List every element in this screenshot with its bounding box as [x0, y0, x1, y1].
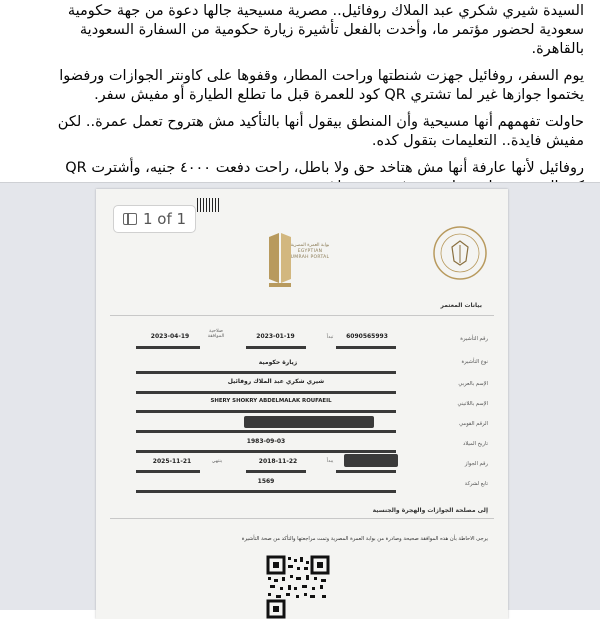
approval-notice: يرجى الاحاطة بأن هذه الموافقة صحيحة وصادرة من بوابة العمرة المصرية وتمت مراجعتها والتأكد من صحة التأشيرة	[241, 536, 488, 542]
label-ends: ينتهي	[211, 459, 223, 464]
label-visa-type: نوع التأشيرة	[461, 359, 488, 365]
ministry-seal-icon	[432, 225, 488, 281]
label-birth-date: تاريخ الميلاد	[463, 441, 488, 447]
label-passport-number: رقم الجواز	[464, 461, 488, 467]
field-underline	[136, 391, 396, 394]
label-visa-number: رقم التأشيرة	[460, 336, 488, 342]
qr-code	[266, 555, 330, 619]
label-from: يبدأ	[326, 459, 334, 464]
post-text	[0, 0, 600, 182]
label-approval-validity: صلاحية الموافقة	[207, 329, 225, 339]
field-underline	[136, 410, 396, 413]
field-underline	[136, 490, 396, 493]
page-indicator[interactable]	[113, 205, 196, 233]
label-starts: تبدأ	[326, 335, 334, 340]
post-image[interactable]	[0, 182, 600, 610]
redacted-national-id	[244, 416, 374, 428]
value-passport-start: 2018-11-22	[258, 458, 298, 465]
portal-name-en-2: UMRAH PORTAL	[290, 255, 330, 260]
field-underline	[136, 470, 200, 473]
value-name-ar: شيري شكري عبد الملاك روفائيل	[227, 378, 325, 385]
barcode	[197, 198, 219, 212]
value-passport-end: 2025-11-21	[152, 458, 192, 465]
portal-name	[282, 243, 338, 261]
value-name-en: SHERY SHOKRY ABDELMALAK ROUFAEIL	[210, 398, 332, 404]
section-title: بيانات المعتمر	[440, 302, 482, 309]
value-visa-start: 2023-01-19	[256, 333, 295, 340]
value-approval-end: 2023-04-19	[150, 333, 190, 340]
post-paragraph: حاولت تفهمهم أنها مسيحية وأن المنطق بيقول أنها بالتأكيد مش هتروح تعمل عمرة.. لكن مفيش فايدة.. التعليمات بتقول كده.	[57, 114, 584, 149]
field-underline	[136, 430, 396, 433]
post-paragraph: السيدة شيري شكري عبد الملاك روفائيل.. مصرية مسيحية جالها دعوة من جهة حكومية سعودية لحضور مؤتمر ما، وأخدت بالفعل تأشيرة زيارة حكومية من السفارة السعودية بالقاهرة.	[67, 3, 584, 57]
field-underline	[136, 371, 396, 374]
divider	[110, 518, 494, 519]
section2-title: إلى مصلحة الجوازات والهجرة والجنسية	[372, 507, 488, 514]
umrah-document	[96, 189, 508, 619]
portal-name-ar: بوابة العمرة المصرية	[290, 243, 330, 248]
label-name-en: الإسم باللاتيني	[457, 401, 488, 407]
field-underline	[246, 346, 306, 349]
redacted-passport-number	[344, 454, 398, 467]
value-visa-number: 6090565993	[346, 333, 388, 340]
label-company-number: تابع لشركة	[464, 481, 488, 487]
sidebar-toggle-icon	[123, 213, 137, 225]
label-national-id: الرقم القومي	[459, 421, 488, 427]
value-birth-date: 1983-09-03	[246, 438, 286, 445]
post-paragraph: روفائيل لأنها عارفة أنها مش هتاخد حق ولا باطل، راحت دفعت ٤٠٠٠ جنيه، وأشترت QR	[65, 160, 584, 176]
label-name-ar: الإسم بالعربي	[458, 381, 488, 387]
page-indicator-label: 1 of 1	[143, 210, 187, 228]
value-company-number: 1569	[257, 478, 275, 485]
portal-name-en: EGYPTIAN	[297, 249, 323, 254]
field-underline	[136, 346, 200, 349]
field-underline	[136, 450, 396, 453]
value-visa-type: زيارة حكومية	[258, 359, 298, 366]
field-underline	[246, 470, 306, 473]
post-paragraph: يوم السفر، روفائيل جهزت شنطتها وراحت المطار، وقفوها على كاونتر الجوازات ورفضوا يختموا جوازها غير لما تشتري QR كود للعمرة قبل ما تطلع الطيارة أو مفيش سفر.	[59, 68, 584, 103]
field-underline	[336, 470, 396, 473]
divider	[110, 315, 494, 316]
field-underline	[336, 346, 396, 349]
